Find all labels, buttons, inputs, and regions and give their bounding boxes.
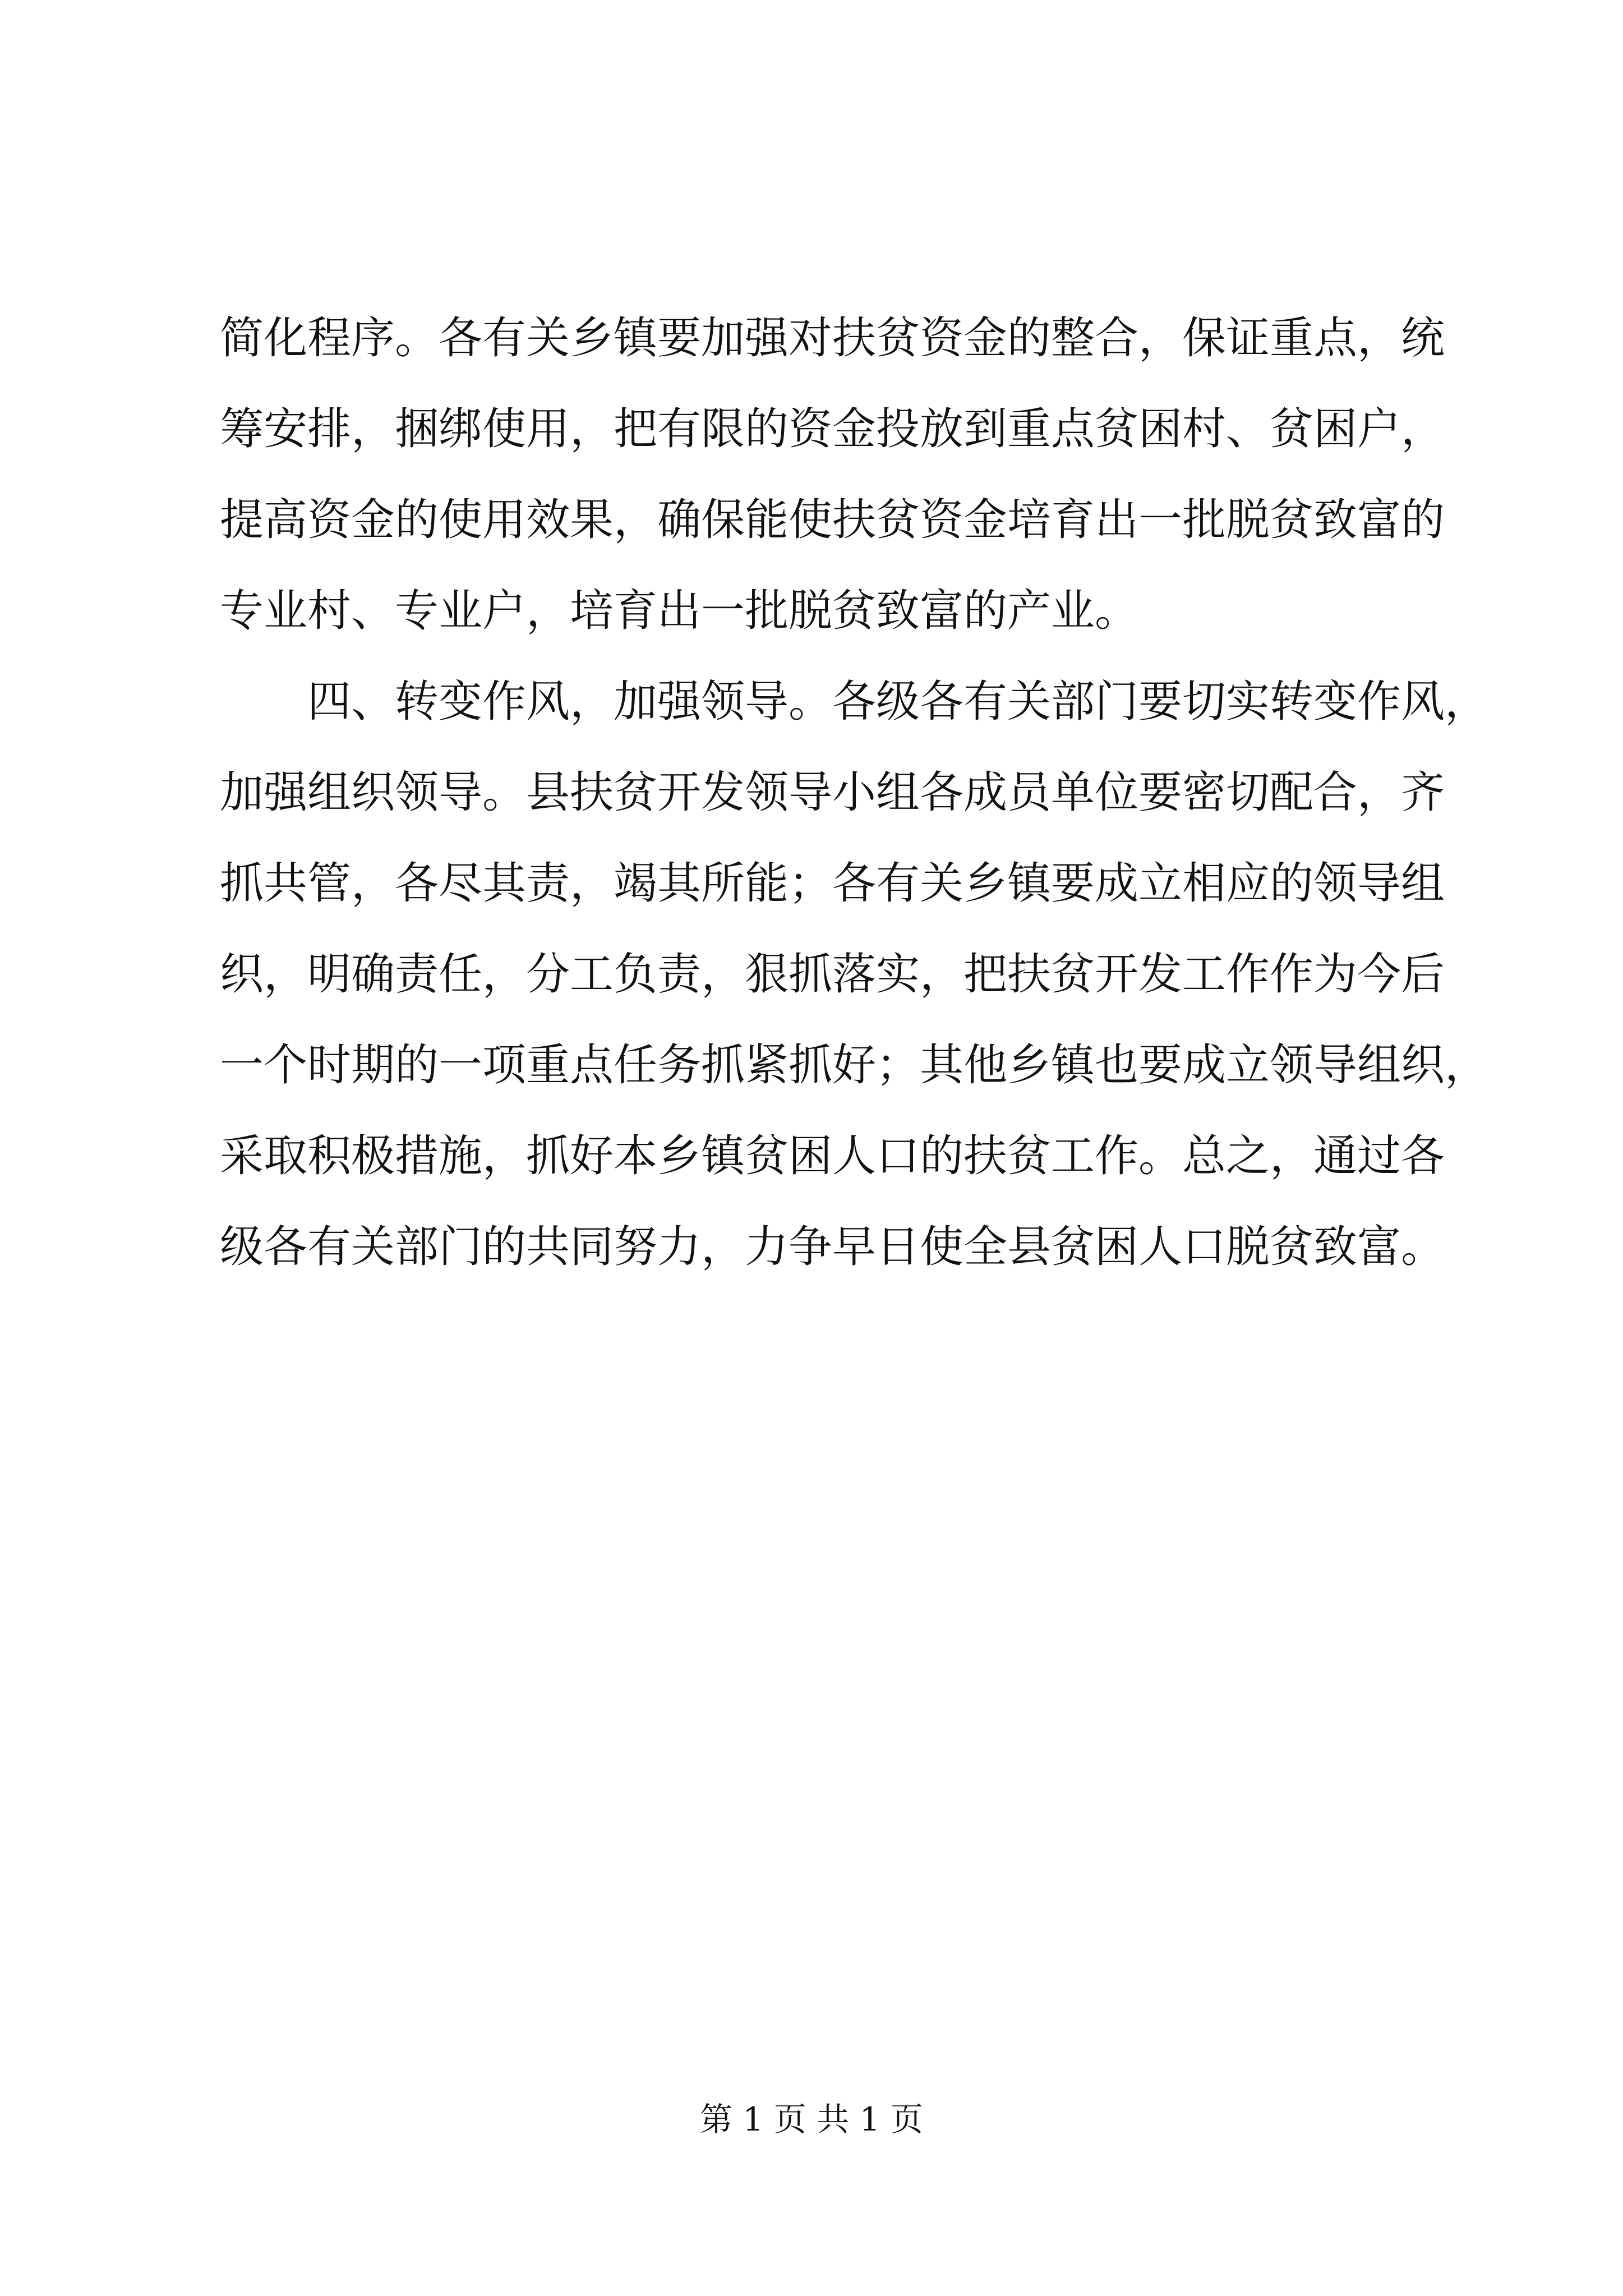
- text-line: 简化程序。各有关乡镇要加强对扶贫资金的整合，保证重点，统: [220, 313, 1445, 364]
- text-line: 抓共管，各尽其责，竭其所能；各有关乡镇要成立相应的领导组: [220, 858, 1445, 909]
- text-line: 加强组织领导。县扶贫开发领导小组各成员单位要密切配合，齐: [220, 767, 1445, 818]
- paragraph: [220, 293, 1445, 656]
- text-line: 专业村、专业户，培育出一批脱贫致富的产业。: [220, 586, 1139, 636]
- text-line: 采取积极措施，抓好本乡镇贫困人口的扶贫工作。总之，通过各: [220, 1131, 1445, 1181]
- paragraph: [220, 656, 1489, 1292]
- text-line: 四、转变作风，加强领导。各级各有关部门要切实转变作风，: [307, 677, 1489, 727]
- text-line: 提高资金的使用效果，确保能使扶贫资金培育出一批脱贫致富的: [220, 495, 1445, 545]
- text-line: 级各有关部门的共同努力，力争早日使全县贫困人口脱贫致富。: [220, 1222, 1445, 1272]
- document-body: [220, 293, 1489, 1292]
- text-line: 筹安排，捆绑使用，把有限的资金投放到重点贫困村、贫困户，: [220, 404, 1445, 454]
- text-line: 织，明确责任，分工负责，狠抓落实，把扶贫开发工作作为今后: [220, 949, 1445, 1000]
- text-line: 一个时期的一项重点任务抓紧抓好；其他乡镇也要成立领导组织，: [220, 1040, 1489, 1091]
- page-footer: [0, 2097, 1623, 2142]
- page-number: 第 1 页 共 1 页: [700, 2100, 923, 2138]
